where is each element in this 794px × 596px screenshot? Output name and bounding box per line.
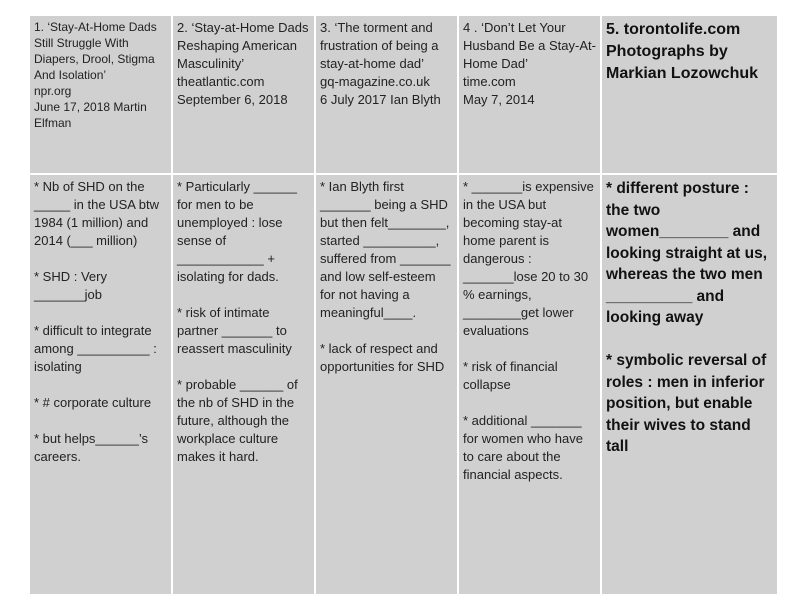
- source-cell-4: 4 . ‘Don’t Let Your Husband Be a Stay-At-Home Dad’ time.com May 7, 2014: [459, 16, 600, 173]
- notes-row: [30, 175, 777, 594]
- header-row: [30, 16, 777, 173]
- notes-cell-3: * Ian Blyth first _______ being a SHD but then felt________, started __________, suffered from _______ and low self-esteem for not having a meaningful____. * lack of respect and opportunities for SHD: [316, 175, 457, 594]
- source-cell-3: 3. ‘The torment and frustration of being a stay-at-home dad’ gq-magazine.co.uk 6 July 2017 Ian Blyth: [316, 16, 457, 173]
- notes-cell-2: * Particularly ______ for men to be unemployed : lose sense of ____________ + isolating for dads. * risk of intimate partner _______ to reassert masculinity * probable ______ of the nb of SHD in the future, although the workplace culture makes it hard.: [173, 175, 314, 594]
- notes-cell-5: * different posture : the two women________ and looking straight at us, whereas the two men __________ and looking away * symbolic reversal of roles : men in inferior position, but enable their wives to stand tall: [602, 175, 777, 594]
- worksheet-table: [28, 14, 779, 596]
- notes-cell-4: * _______is expensive in the USA but becoming stay-at home parent is dangerous : _______lose 20 to 30 % earnings, ________get lower evaluations * risk of financial collapse * additional _______ for women who have to care about the financial aspects.: [459, 175, 600, 594]
- source-cell-1: 1. ‘Stay-At-Home Dads Still Struggle With Diapers, Drool, Stigma And Isolation’ npr.org June 17, 2018 Martin Elfman: [30, 16, 171, 173]
- source-cell-5: 5. torontolife.com Photographs by Markian Lozowchuk: [602, 16, 777, 173]
- source-cell-2: 2. ‘Stay-at-Home Dads Reshaping American Masculinity’ theatlantic.com September 6, 2018: [173, 16, 314, 173]
- notes-cell-1: * Nb of SHD on the _____ in the USA btw 1984 (1 million) and 2014 (___ million) * SHD : Very _______job * difficult to integrate among __________ : isolating * # corporate culture * but helps______’s careers.: [30, 175, 171, 594]
